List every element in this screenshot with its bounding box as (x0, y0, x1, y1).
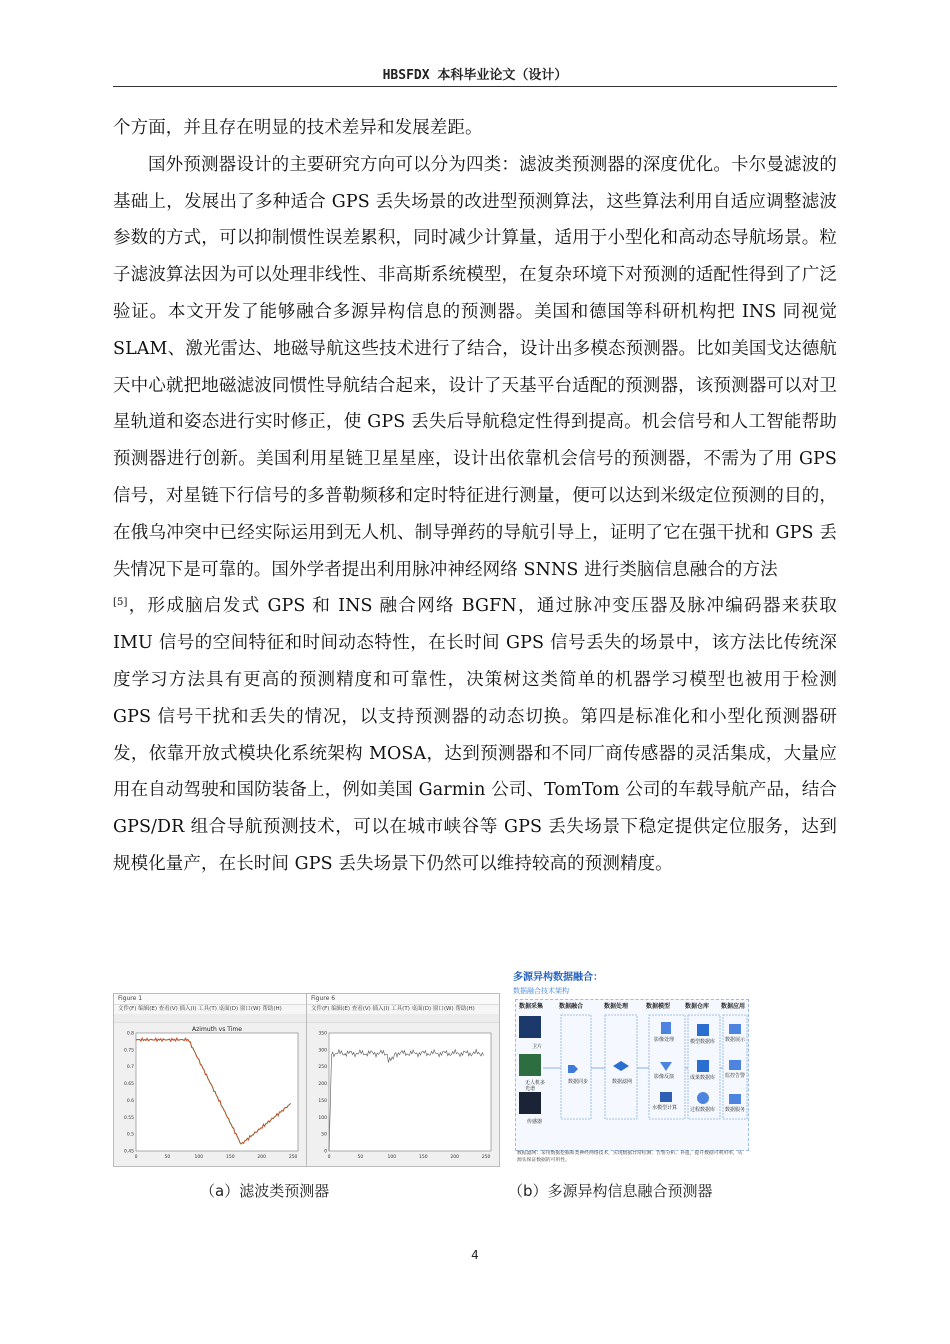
filter-icon (613, 1061, 629, 1071)
y-tick-label: 150 (318, 1098, 327, 1104)
plot-title: Azimuth vs Time (192, 1026, 242, 1033)
process-db-icon (697, 1092, 709, 1104)
diagram-graphics (513, 1010, 749, 1160)
y-tick-label: 200 (318, 1082, 327, 1088)
page-header: HBSFDX 本科毕业论文（设计） (113, 64, 837, 87)
diagram-subtitle: 数据融合技术架构 (513, 987, 569, 995)
y-tick-label: 0.8 (126, 1031, 134, 1037)
caption-b: （b）多源异构信息融合预测器 (508, 1182, 713, 1200)
app-label: 监控告警 (725, 1073, 746, 1079)
y-tick-label: 300 (318, 1048, 327, 1054)
column-label: 数据采集 (519, 1003, 544, 1010)
paragraph-text: 国外预测器设计的主要研究方向可以分为四类：滤波类预测器的深度优化。卡尔曼滤波的基础上，发展出了多种适合 GPS 丢失场景的改进型预测算法，这些算法利用自适应调整滤波参数的方式，可以抑制惯性误差累积，同时减少计算量，适用于小型化和高动态导航场景。粒子滤波算法因为可以处理非线性、非高斯系统模型，在复杂环境下对预测的适配性得到了广泛验证。本文开发了能够融合多源异构信息的预测器。美国和德国等科研机构把 INS 同视觉 SLAM、激光雷达、地磁导航这些技术进行了结合，设计出多模态预测器。比如美国戈达德航天中心就把地磁滤波同惯性导航结合起来，设计了天基平台适配的预测器，该预测器可以对卫星轨道和姿态进行实时修正，使 GPS 丢失后导航稳定性得到提高。机会信号和人工智能帮助预测器进行创新。美国利用星链卫星星座，设计出依靠机会信号的预测器，不需为了用 GPS 信号，对星链下行信号的多普勒频移和定时特征进行测量，便可以达到米级定位预测的目的，在俄乌冲突中已经实际运用到无人机、制导弹药的导航引导上，证明了它在强干扰和 GPS 丢失情况下是可靠的。国外学者提出利用脉冲神经网络 SNNS 进行类脑信息融合的方法 (113, 154, 837, 580)
water-model-icon (660, 1092, 672, 1102)
x-tick-label: 150 (418, 1155, 428, 1160)
display-icon (729, 1024, 741, 1034)
result-db-icon (697, 1060, 709, 1072)
x-tick-label: 100 (387, 1155, 397, 1160)
column-label: 数据应用 (721, 1003, 746, 1010)
column-label: 数据处理 (604, 1003, 629, 1010)
y-tick-label: 0.75 (123, 1048, 134, 1054)
store-label: 模型数据库 (690, 1039, 716, 1045)
y-tick-label: 0.55 (123, 1115, 134, 1121)
y-tick-label: 0.65 (123, 1082, 134, 1088)
toolbar (114, 1014, 307, 1023)
y-ticks (124, 1031, 134, 1155)
image-process-icon (661, 1022, 671, 1034)
step-label: 水模型计算 (652, 1105, 678, 1111)
x-tick-label: 50 (164, 1155, 171, 1160)
window-title: Figure 6 (307, 994, 499, 1005)
body-text (113, 110, 837, 883)
model-db-icon (697, 1024, 709, 1036)
y-tick-label: 250 (318, 1065, 327, 1071)
x-tick-label: 50 (357, 1155, 364, 1160)
alarm-icon (729, 1060, 741, 1070)
caption-a: （a）滤波类预测器 (200, 1182, 330, 1200)
y-tick-label: 0.45 (123, 1149, 134, 1155)
column-label: 数据融合 (559, 1003, 584, 1010)
source-label: 无人机多光谱 (525, 1080, 546, 1092)
matlab-figure-window-2 (306, 993, 500, 1167)
y-tick-label: 100 (318, 1115, 327, 1121)
azimuth-plot (114, 1023, 307, 1165)
x-tick-label: 0 (134, 1155, 138, 1160)
y-tick-label: 0.5 (126, 1132, 134, 1138)
x-tick-label: 200 (257, 1155, 267, 1160)
x-tick-label: 250 (288, 1155, 298, 1160)
satellite-image-icon (519, 1016, 541, 1038)
column-label: 数据模型 (646, 1003, 671, 1010)
x-tick-label: 200 (450, 1155, 460, 1160)
step-label: 影像反演 (654, 1074, 675, 1080)
source-label: 传感器 (527, 1119, 543, 1125)
sync-icon (568, 1065, 578, 1073)
menu-bar: 文件(F) 编辑(E) 查看(V) 插入(I) 工具(T) 桌面(D) 窗口(W) 帮助(H) (114, 1005, 307, 1014)
diagram-title: 多源异构数据融合： (513, 972, 603, 983)
service-icon (729, 1094, 741, 1104)
y-tick-label: 0.7 (126, 1065, 134, 1071)
app-label: 数据展示 (725, 1037, 746, 1043)
signal-plot (307, 1023, 499, 1165)
matlab-figure-window-1 (113, 993, 308, 1167)
x-tick-label: 0 (327, 1155, 331, 1160)
x-tick-label: 150 (225, 1155, 235, 1160)
x-ticks (135, 1154, 298, 1160)
store-label: 成果数据库 (690, 1075, 716, 1081)
toolbar (307, 1014, 499, 1023)
y-tick-label: 350 (318, 1031, 327, 1037)
step-label: 数据同步 (568, 1079, 589, 1085)
step-label: 数据滤网 (612, 1079, 633, 1085)
page-number: 4 (471, 1248, 479, 1262)
step-label: 影像处理 (654, 1037, 675, 1043)
menu-bar: 文件(F) 编辑(E) 查看(V) 插入(I) 工具(T) 桌面(D) 窗口(W) 帮助(H) (307, 1005, 499, 1014)
y-ticks (318, 1031, 327, 1155)
store-label: 过程数据库 (690, 1107, 716, 1113)
paragraph-text: ，形成脑启发式 GPS 和 INS 融合网络 BGFN，通过脉冲变压器及脉冲编码器来获取 IMU 信号的空间特征和时间动态特性，在长时间 GPS 信号丢失的场景中，该方法比传统深度学习方法具有更高的预测精度和可靠性，决策树这类简单的机器学习模型也被用于检测 GPS 信号干扰和丢失的情况，以支持预测器的动态切换。第四是标准化和小型化预测器研发，依靠开放式模块化系统架构 MOSA，达到预测器和不同厂商传感器的灵活集成，大量应用在自动驾驶和国防装备上，例如美国 Garmin 公司、TomTom 公司的车载导航产品，结合 GPS/DR 组合导航预测技术，可以在城市峡谷等 GPS 丢失场景下稳定提供定位服务，达到规模化量产，在长时间 GPS 丢失场景下仍然可以维持较高的预测精度。 (113, 596, 837, 874)
x-ticks (328, 1154, 491, 1160)
fusion-architecture-diagram (513, 968, 749, 1168)
y-tick-label: 0.6 (126, 1098, 134, 1104)
window-title: Figure 1 (114, 994, 307, 1005)
paragraph: 个方面，并且存在明显的技术差异和发展差距。 (113, 118, 483, 138)
app-label: 数据服务 (725, 1107, 746, 1113)
source-label: 卫片 (532, 1044, 543, 1050)
diagram-footnote: 数据滤网：采用数据挖掘和类神经网络技术，实现数据异常检测、告警分析、补遗，提升数据可利用率，从源头保证数据的可用性。 (517, 1151, 743, 1163)
x-tick-label: 100 (194, 1155, 204, 1160)
y-tick-label: 0 (324, 1149, 327, 1155)
inversion-icon (660, 1062, 672, 1071)
paragraph (113, 147, 837, 883)
y-tick-label: 50 (321, 1132, 327, 1138)
x-tick-label: 250 (481, 1155, 491, 1160)
column-label: 数据仓库 (685, 1003, 710, 1010)
drone-image-icon (519, 1054, 541, 1076)
citation: [5] (113, 597, 128, 609)
sensor-image-icon (519, 1092, 541, 1114)
